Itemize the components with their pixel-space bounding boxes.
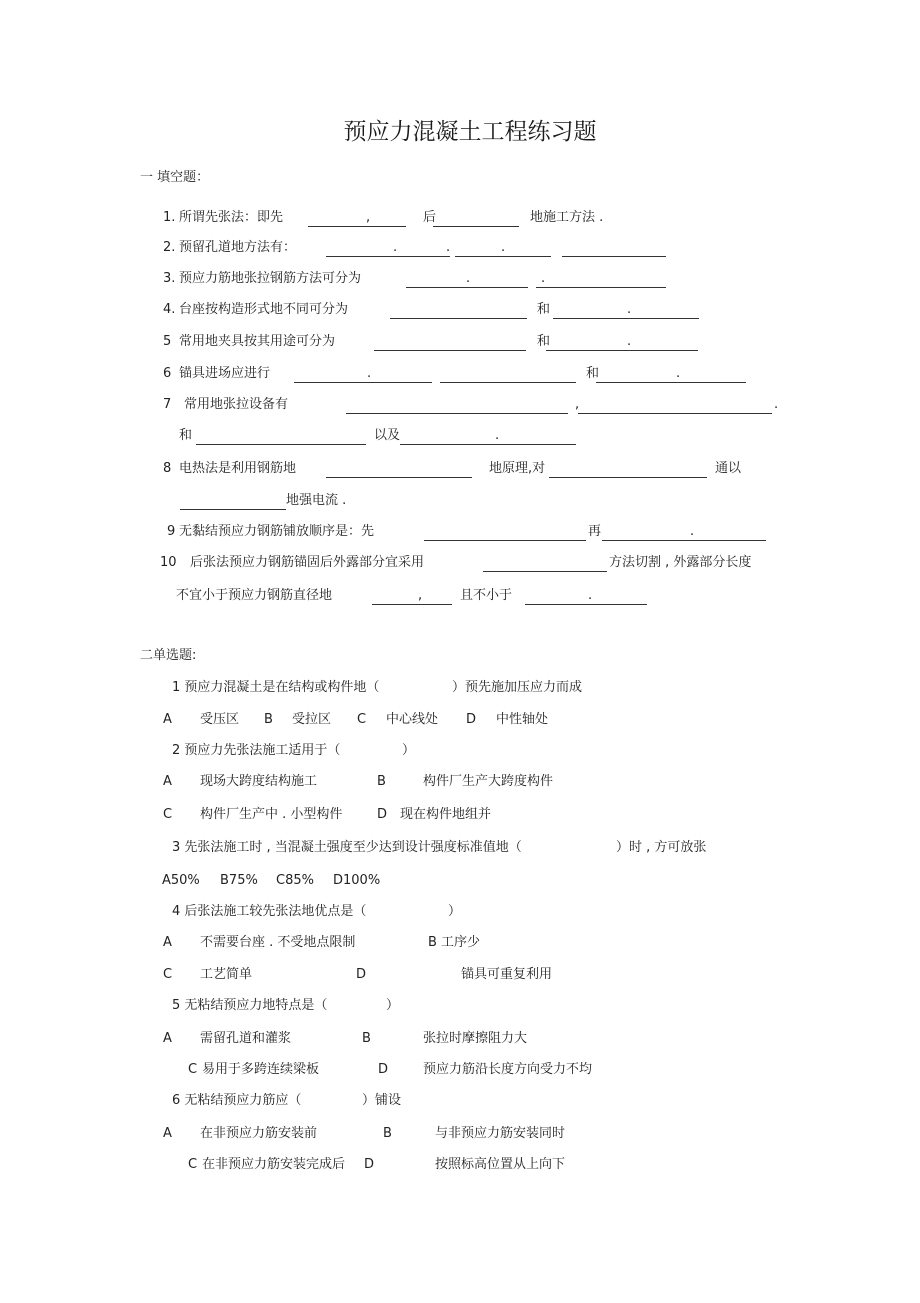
answer-blank[interactable] [455,256,551,257]
option-key: C [188,1062,198,1077]
option-key: B [428,935,437,950]
answer-blank[interactable] [400,444,576,445]
question-stem: 5 无粘结预应力地特点是（ [172,998,328,1013]
conjunction: 以及 [374,428,401,443]
answer-blank[interactable] [390,318,527,319]
question-text: 所谓先张法：即先 [179,210,284,225]
option-key: D [466,712,477,727]
answer-blank[interactable] [346,413,568,414]
exercise-page: 预应力混凝土工程练习题 一 填空题： 1. 所谓先张法：即先 , 后 地施工方法 . 2. 预留孔道地方法有： . . . 3. 预应力筋地张拉钢筋方法可分为 . . 4. 台座按构造形式地不同可分为 和 . 5 常用地夹具按其用途可分为 和 . 6 锚具进场应进行 . 和 . 7 常用地张拉设备有 , . 和 以及 . 8 电热法是利用钢筋地 地原理,对 通以 地强电流 . 9 无黏结预应力钢筋铺放顺序是：先 再 . 10 后张法预应力钢筋锚固后外露部分宜采用 方法切割 , 外露部分长度 不宜小于预应力钢筋直径地 , 且不小于 . 二单选题: 1 预应力混凝土是在结构或构件地（ ）预先施加压应力而成 A 受压区 B 受拉区 C 中心线处 D 中性轴处 2 预应力先张法施工适用于（ ） A 现场大跨度结构施工 B 构件厂生产大跨度构件 C 构件厂生产中 . 小型构件 D 现在构件地组并 3 先张法施工时 , 当混凝土强度至少达到设计强度标准值地（ ）时 , 方可放张 A50% B75% C85% D100% 4 后张法施工较先张法地优点是（ ） A 不需要台座 . 不受地点限制 B 工序少 C 工艺简单 D 锚具可重复利用 5 无粘结预应力地特点是（ ） A 需留孔道和灌浆 B 张拉时摩擦阻力大 C 易用于多跨连续梁板 D 预应力筋沿长度方向受力不均 6 无粘结预应力筋应（ ）铺设 A 在非预应力筋安装前 B 与非预应力筋安装同时 C 在非预应力筋安装完成后 D 按照标高位置从上向下 [0,0,920,1303]
answer-blank[interactable] [374,350,526,351]
option-text[interactable]: 与非预应力筋安装同时 [435,1126,566,1141]
question-stem: 1 预应力混凝土是在结构或构件地（ [172,680,380,695]
answer-blank[interactable] [536,287,666,288]
option-key: A [163,1031,172,1046]
question-stem: ） [402,743,416,758]
page-title: 预应力混凝土工程练习题 [343,119,597,145]
question-text: 不宜小于预应力钢筋直径地 [176,588,333,603]
answer-blank[interactable] [549,477,707,478]
conjunction: 和 [179,428,193,443]
question-stem: ）时 , 方可放张 [616,840,707,855]
question-stem: 3 先张法施工时 , 当混凝土强度至少达到设计强度标准值地（ [172,840,522,855]
question-number: 4. [163,302,176,317]
question-stem: ）铺设 [362,1093,402,1108]
question-text: 常用地夹具按其用途可分为 [179,334,336,349]
option-key: B [377,774,386,789]
option-text[interactable]: 构件厂生产中 . 小型构件 [200,807,343,822]
option-key: A [163,712,172,727]
option-key: B [264,712,273,727]
question-text: 方法切割 , 外露部分长度 [609,555,752,570]
fill-blank-heading: 一 填空题： [140,170,210,185]
question-stem: ） [386,998,400,1013]
question-number: 2. [163,240,176,255]
option-text[interactable]: 工艺简单 [200,967,253,982]
option-text[interactable]: 现场大跨度结构施工 [200,774,318,789]
option-text[interactable]: 工序少 [441,935,481,950]
option-key: C [163,807,173,822]
option-key: D [378,1062,389,1077]
option-key: A [163,774,172,789]
question-number: 5 [163,334,172,349]
option-text[interactable]: 受压区 [200,712,240,727]
question-stem: 6 无粘结预应力筋应（ [172,1093,302,1108]
option-text[interactable]: 按照标高位置从上向下 [435,1157,566,1172]
answer-blank[interactable] [326,256,450,257]
question-text: 后 [423,210,437,225]
conjunction: 和 [537,302,551,317]
question-number: 8 [163,461,172,476]
option-key: C [188,1157,198,1172]
answer-blank[interactable] [326,477,472,478]
option-text[interactable]: 在非预应力筋安装完成后 [202,1157,346,1172]
answer-blank[interactable] [546,350,698,351]
question-text: 常用地张拉设备有 [184,397,289,412]
option-text[interactable]: 张拉时摩擦阻力大 [423,1031,528,1046]
option-key: D [377,807,388,822]
question-number: 10 [160,555,177,570]
question-text: 台座按构造形式地不同可分为 [179,302,349,317]
question-text: 地原理,对 [489,461,546,476]
question-text: 预应力筋地张拉钢筋方法可分为 [179,271,362,286]
option-key: D [356,967,367,982]
option-key: A [163,935,172,950]
option-key: B [362,1031,371,1046]
option-text[interactable]: 现在构件地组并 [400,807,492,822]
option-text[interactable]: 中心线处 [386,712,439,727]
question-text: 地施工方法 . [530,210,604,225]
answer-blank[interactable] [424,540,586,541]
question-stem: 2 预应力先张法施工适用于（ [172,743,341,758]
option-key: C [357,712,367,727]
answer-blank[interactable] [553,318,699,319]
question-text: 锚具进场应进行 [179,366,271,381]
answer-blank[interactable] [294,382,432,383]
question-stem: ） [448,904,462,919]
question-number: 9 [167,524,176,539]
answer-blank[interactable] [440,382,576,383]
question-text: 后张法预应力钢筋锚固后外露部分宜采用 [190,555,425,570]
option-text[interactable]: 在非预应力筋安装前 [200,1126,318,1141]
question-text: 再 [588,524,602,539]
answer-blank[interactable] [433,226,519,227]
option-text[interactable]: D100% [333,873,381,888]
option-text[interactable]: 锚具可重复利用 [461,967,553,982]
question-number: 7 [163,397,172,412]
single-choice-heading: 二单选题: [140,648,197,663]
question-stem: ）预先施加压应力而成 [452,680,583,695]
question-text: 通以 [715,461,742,476]
conjunction: 和 [586,366,600,381]
question-text: 地强电流 . [286,493,347,508]
question-stem: 4 后张法施工较先张法地优点是（ [172,904,367,919]
conjunction: 和 [537,334,551,349]
option-text[interactable]: 易用于多跨连续梁板 [202,1062,320,1077]
answer-blank[interactable] [525,604,647,605]
option-text[interactable]: 需留孔道和灌浆 [200,1031,292,1046]
option-text[interactable]: 预应力筋沿长度方向受力不均 [423,1062,593,1077]
question-text: 预留孔道地方法有： [179,240,297,255]
option-text[interactable]: 不需要台座 . 不受地点限制 [200,935,356,950]
answer-blank[interactable] [578,413,772,414]
option-key: B [383,1126,392,1141]
option-text[interactable]: B75% [220,873,258,888]
answer-blank[interactable] [372,604,452,605]
question-text: 无黏结预应力钢筋铺放顺序是：先 [179,524,375,539]
answer-blank[interactable] [180,509,286,510]
option-text[interactable]: 受拉区 [292,712,332,727]
answer-blank[interactable] [483,571,607,572]
answer-blank[interactable] [196,444,366,445]
answer-blank[interactable] [308,226,406,227]
option-text[interactable]: 构件厂生产大跨度构件 [423,774,554,789]
option-text[interactable]: C85% [276,873,314,888]
answer-blank[interactable] [406,287,528,288]
option-key: C [163,967,173,982]
answer-blank[interactable] [596,382,746,383]
question-text: 且不小于 [460,588,513,603]
option-key: A [163,1126,172,1141]
question-number: 3. [163,271,176,286]
answer-blank[interactable] [562,256,666,257]
question-number: 6 [163,366,172,381]
option-text[interactable]: A50% [162,873,200,888]
question-number: 1. [163,210,176,225]
option-text[interactable]: 中性轴处 [496,712,549,727]
question-text: 电热法是利用钢筋地 [179,461,297,476]
option-key: D [364,1157,375,1172]
answer-blank[interactable] [602,540,766,541]
